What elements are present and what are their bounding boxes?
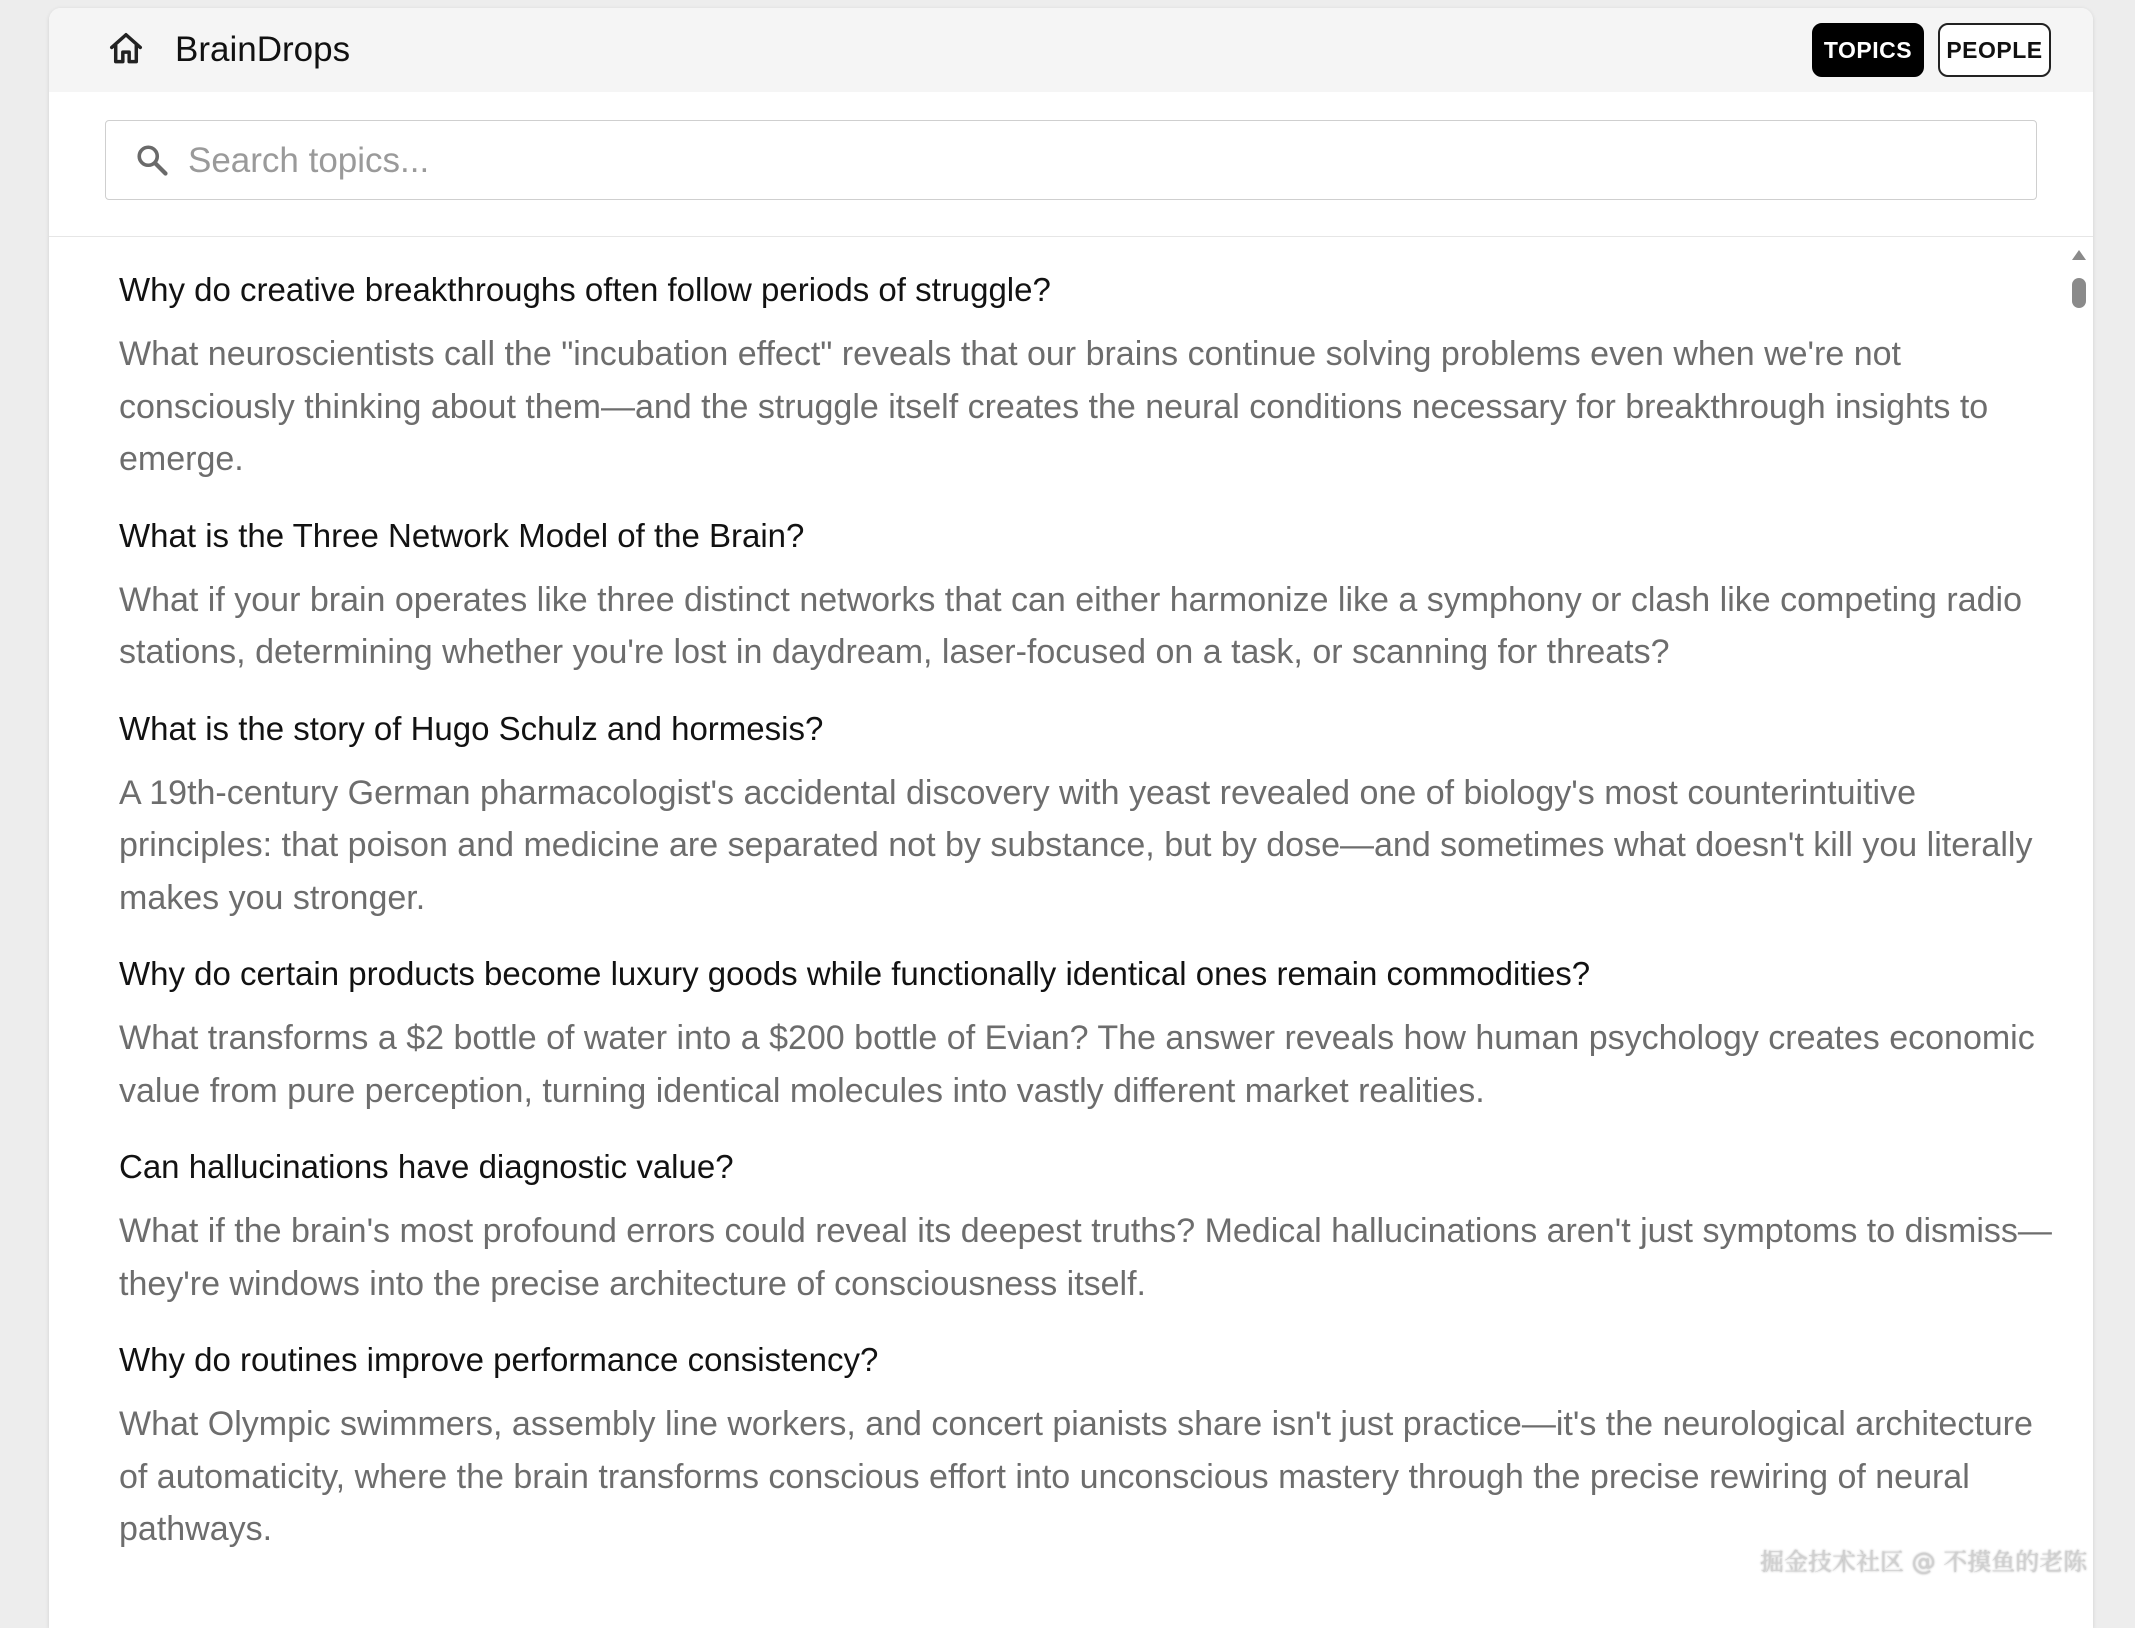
topic-list <box>119 270 2059 1586</box>
topic-item[interactable] <box>119 1147 2059 1310</box>
people-tab-button[interactable]: PEOPLE <box>1938 23 2051 77</box>
topic-item[interactable] <box>119 1340 2059 1556</box>
topic-title[interactable]: Can hallucinations have diagnostic value? <box>119 1148 734 1185</box>
watermark-text: 掘金技术社区 @ 不摸鱼的老陈 <box>1760 1548 2088 1576</box>
brand-title[interactable]: BrainDrops <box>175 30 351 69</box>
header-bar <box>49 8 2093 92</box>
topic-title[interactable]: What is the Three Network Model of the Brain? <box>119 516 805 554</box>
home-icon[interactable] <box>107 30 145 68</box>
topic-title[interactable]: Why do certain products become luxury goods while functionally identical ones remain commodities? <box>119 955 1591 992</box>
topic-description: What if your brain operates like three distinct networks that can either harmonize like a symphony or clash like competing radio stations, determining whether you're lost in daydream, laser-focused on a task, or scanning for threats? <box>119 580 2023 671</box>
topic-description: What neuroscientists call the "incubation effect" reveals that our brains continue solving problems even when we're not consciously thinking about them—and the struggle itself creates the neural conditions necessary for breakthrough insights to emerge. <box>119 335 1989 478</box>
search-box[interactable] <box>105 120 2037 200</box>
search-section <box>49 92 2093 237</box>
topic-description: What transforms a $2 bottle of water into a $200 bottle of Evian? The answer reveals how human psychology creates economic value from pure perception, turning identical molecules into vastly different market realities. <box>119 1019 2035 1110</box>
topic-item[interactable] <box>119 270 2059 486</box>
topic-title[interactable]: Why do routines improve performance consistency? <box>119 1341 879 1378</box>
topic-item[interactable] <box>119 709 2059 925</box>
topic-title[interactable]: Why do creative breakthroughs often follow periods of struggle? <box>119 271 1051 308</box>
topic-description: What if the brain's most profound errors could reveal its deepest truths? Medical hallucinations aren't just symptoms to dismiss—they're windows into the precise architecture of consciousness itself. <box>119 1212 2052 1303</box>
scrollbar[interactable] <box>2069 244 2089 1624</box>
app-window <box>49 8 2093 1628</box>
topic-description: What Olympic swimmers, assembly line workers, and concert pianists share isn't just practice—it's the neurological architecture of automaticity, where the brain transforms conscious effort into unconscious mastery through the precise rewiring of neural pathways. <box>119 1405 2033 1548</box>
scroll-up-arrow-icon[interactable] <box>2072 250 2086 260</box>
topic-description: A 19th-century German pharmacologist's accidental discovery with yeast revealed one of biology's most counterintuitive principles: that poison and medicine are separated not by substance, but by dose—and sometimes what doesn't kill you literally makes you stronger. <box>119 773 2033 917</box>
topics-tab-button[interactable]: TOPICS <box>1812 23 1924 77</box>
search-input[interactable] <box>186 131 2010 191</box>
topic-item[interactable] <box>119 954 2059 1117</box>
search-icon <box>134 142 170 178</box>
topic-title[interactable]: What is the story of Hugo Schulz and hormesis? <box>119 709 824 747</box>
topic-item[interactable] <box>119 516 2059 679</box>
scrollbar-thumb[interactable] <box>2072 278 2086 308</box>
